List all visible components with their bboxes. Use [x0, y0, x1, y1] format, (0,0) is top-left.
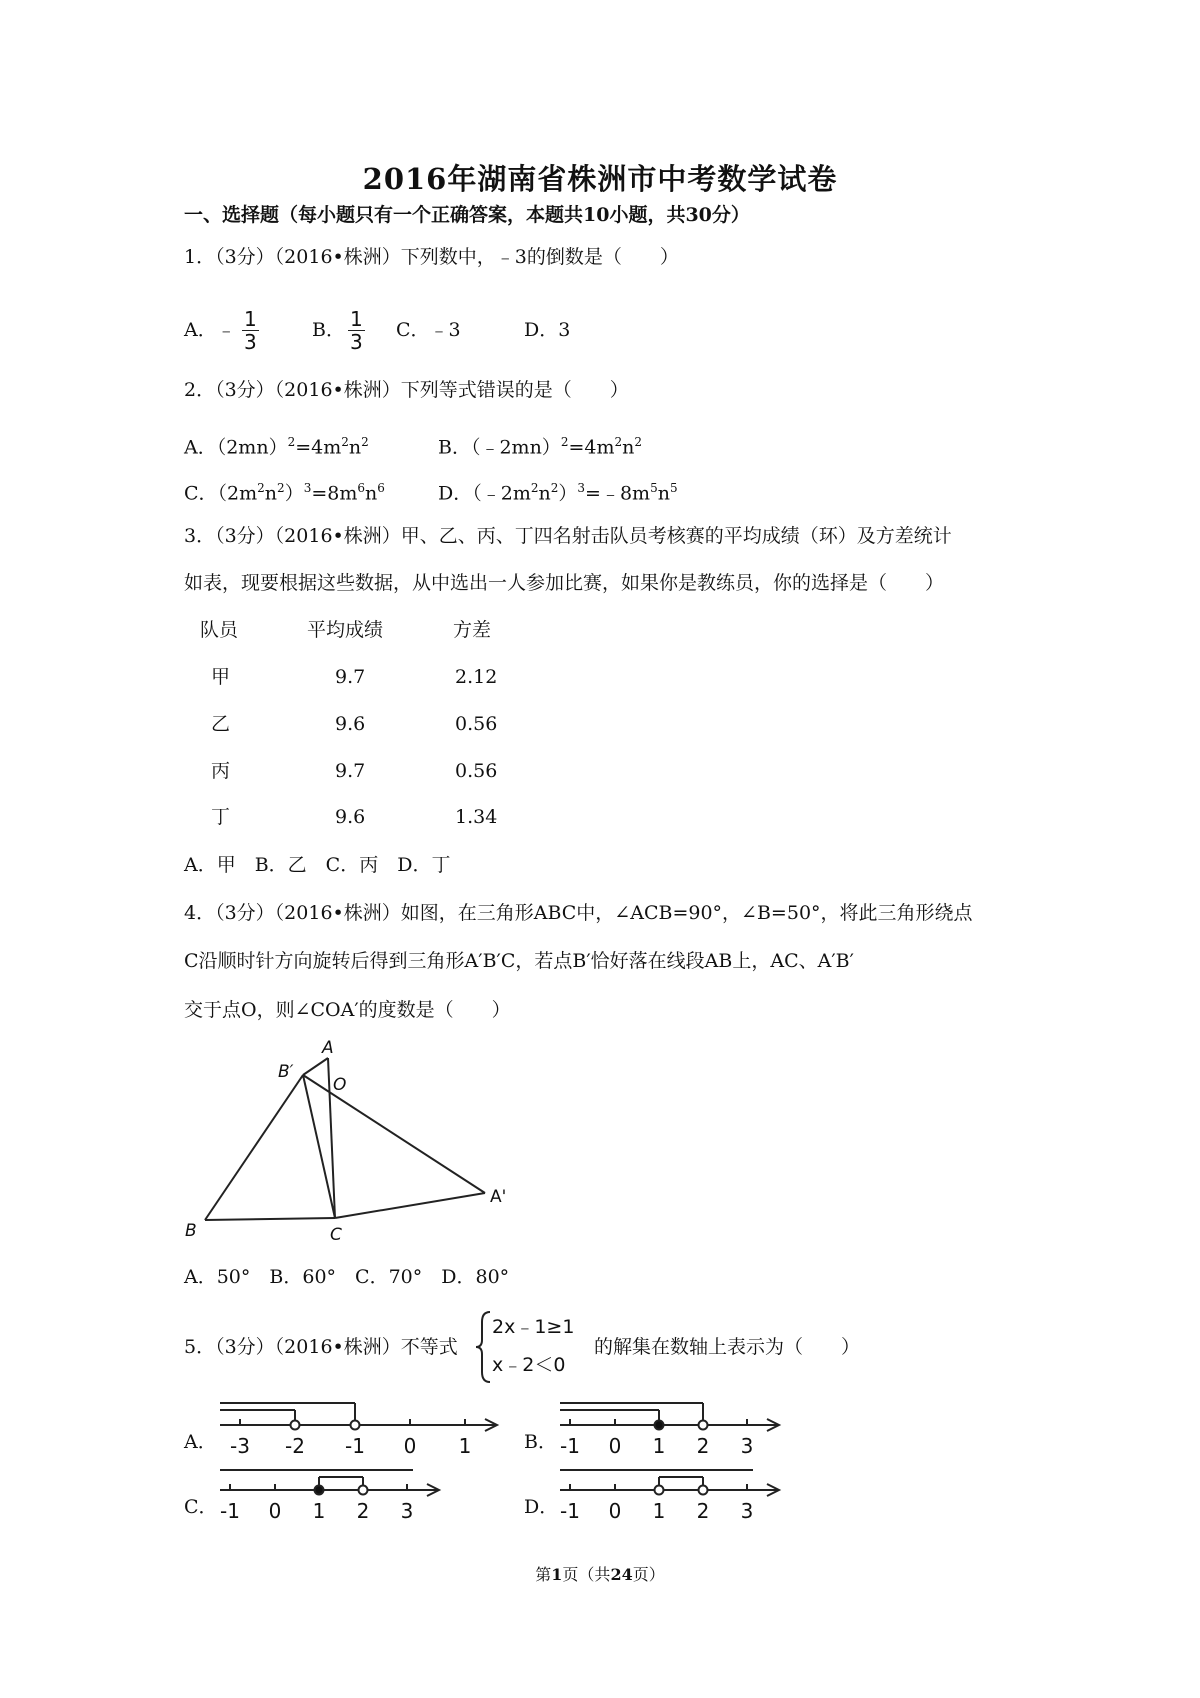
- tick-label: 0: [608, 1434, 622, 1458]
- label-c: C: [330, 1225, 342, 1245]
- tick-label: 3: [740, 1434, 754, 1458]
- tick-label: 1: [312, 1499, 326, 1523]
- fraction-numerator: 1: [350, 307, 363, 331]
- system-line-2: x﹣2＜0: [492, 1354, 566, 1376]
- tick-label: 0: [403, 1434, 417, 1458]
- question-1-stem: 1．（3分）（2016•株洲）下列数中，﹣3的倒数是（ ）: [184, 246, 679, 268]
- table-cell: 2.12: [455, 666, 498, 688]
- tick-label: 2: [696, 1499, 710, 1523]
- table-cell: 丁: [211, 806, 231, 828]
- table-header: 方差: [453, 619, 492, 641]
- tick-label: -3: [230, 1434, 250, 1458]
- label-a-prime: A': [490, 1187, 507, 1207]
- tick-label: -1: [560, 1499, 580, 1523]
- q1-option-b-fraction: [348, 308, 365, 353]
- tick-label: 3: [400, 1499, 414, 1523]
- table-cell: 丙: [211, 760, 231, 782]
- page-number: 1: [551, 1565, 563, 1584]
- footer-text: 页）: [632, 1565, 665, 1584]
- label-o: O: [333, 1075, 347, 1095]
- table-cell: 9.7: [335, 666, 366, 688]
- question-3-options: A．甲 B．乙 C．丙 D．丁: [184, 854, 451, 876]
- system-line-1: 2x﹣1≥1: [492, 1316, 575, 1338]
- page-footer: [0, 1562, 1200, 1585]
- label-b: B: [185, 1221, 197, 1241]
- q1-option-c: C．﹣3: [396, 319, 461, 341]
- table-cell: 9.6: [335, 806, 366, 828]
- footer-text: 页（共: [562, 1565, 611, 1584]
- segment-bprime-aprime: [303, 1075, 485, 1193]
- q2-option-c: C．$(2m^2n^2)^3=8m^6n^6$: [184, 481, 385, 505]
- q2-option-d: D．$(﹣2m^2n^2)^3=﹣8m^5n^5$: [438, 481, 678, 505]
- minus-sign: ﹣: [216, 319, 236, 341]
- tick-label: 2: [696, 1434, 710, 1458]
- segment-b-bprime: [205, 1075, 303, 1220]
- tick-label: 0: [608, 1499, 622, 1523]
- q2-option-a: A．$(2mn)^2=4m^2n^2$: [184, 435, 369, 459]
- closed-dot-icon: [315, 1486, 324, 1495]
- q1-option-a: [184, 316, 236, 344]
- fraction-denominator: 3: [350, 330, 363, 354]
- table-cell: 1.34: [455, 806, 498, 828]
- tick-label: 1: [458, 1434, 472, 1458]
- segment-b-c: [205, 1218, 335, 1220]
- number-line-c: [215, 1460, 450, 1530]
- tick-label: -1: [560, 1434, 580, 1458]
- question-3-stem-line2: 如表，现要根据这些数据，从中选出一人参加比赛，如果你是教练员，你的选择是（ ）: [184, 572, 945, 594]
- open-dot-icon: [351, 1421, 360, 1430]
- tick-label: 0: [268, 1499, 282, 1523]
- option-label: A．: [184, 319, 217, 341]
- q1-option-b-label: B．: [312, 319, 345, 341]
- segment-c-aprime: [335, 1193, 485, 1218]
- question-5-stem-pre: 5．（3分）（2016•株洲）不等式: [184, 1336, 458, 1358]
- page-total: 24: [610, 1565, 633, 1584]
- question-4-stem-line1: 4．（3分）（2016•株洲）如图，在三角形ABC中，∠ACB=90°，∠B=50°，将此三角形绕点: [184, 902, 973, 924]
- question-4-options: A．50° B．60° C．70° D．80°: [184, 1266, 510, 1288]
- open-dot-icon: [699, 1421, 708, 1430]
- open-dot-icon: [291, 1421, 300, 1430]
- question-4-stem-line3: 交于点O，则∠COA′的度数是（ ）: [184, 999, 511, 1021]
- q2-option-b: B．$(﹣2mn)^2=4m^2n^2$: [438, 435, 643, 459]
- page-title: 2016年湖南省株洲市中考数学试卷: [362, 162, 838, 196]
- tick-label: -1: [220, 1499, 240, 1523]
- segment-bprime-a: [303, 1058, 328, 1075]
- table-cell: 乙: [211, 713, 231, 735]
- fraction-denominator: 3: [244, 330, 257, 354]
- q5-option-a-label: A．: [184, 1431, 217, 1453]
- number-line-d: [555, 1460, 790, 1530]
- fraction-numerator: 1: [244, 307, 257, 331]
- number-line-b: [555, 1395, 790, 1465]
- q1-option-d: D．3: [524, 319, 571, 341]
- footer-text: 第: [535, 1565, 552, 1584]
- q1-option-a-fraction: [242, 308, 259, 353]
- table-cell: 甲: [211, 666, 231, 688]
- question-5-stem-post: 的解集在数轴上表示为（ ）: [594, 1336, 861, 1358]
- label-b-prime: B′: [278, 1062, 294, 1082]
- question-2-stem: 2．（3分）（2016•株洲）下列等式错误的是（ ）: [184, 379, 629, 401]
- left-brace-icon: [474, 1310, 494, 1384]
- number-line-a: [215, 1395, 505, 1465]
- q5-option-c-label: C．: [184, 1496, 218, 1518]
- table-cell: 0.56: [455, 760, 498, 782]
- tick-label: -2: [285, 1434, 305, 1458]
- open-dot-icon: [359, 1486, 368, 1495]
- q5-option-b-label: B．: [524, 1431, 557, 1453]
- table-header: 队员: [200, 619, 239, 641]
- table-cell: 0.56: [455, 713, 498, 735]
- tick-label: 1: [652, 1499, 666, 1523]
- tick-label: 2: [356, 1499, 370, 1523]
- section-heading: 一、选择题（每小题只有一个正确答案，本题共10小题，共30分）: [184, 204, 750, 226]
- table-cell: 9.7: [335, 760, 366, 782]
- tick-label: -1: [345, 1434, 365, 1458]
- question-3-stem-line1: 3．（3分）（2016•株洲）甲、乙、丙、丁四名射击队员考核赛的平均成绩（环）及方差统计: [184, 525, 952, 547]
- tick-label: 1: [652, 1434, 666, 1458]
- closed-dot-icon: [655, 1421, 664, 1430]
- table-cell: 9.6: [335, 713, 366, 735]
- tick-label: 3: [740, 1499, 754, 1523]
- open-dot-icon: [699, 1486, 708, 1495]
- question-4-stem-line2: C沿顺时针方向旋转后得到三角形A′B′C，若点B′恰好落在线段AB上，AC、A′B′: [184, 950, 854, 972]
- q5-option-d-label: D．: [524, 1496, 559, 1518]
- label-a: A: [322, 1040, 334, 1058]
- open-dot-icon: [655, 1486, 664, 1495]
- table-header: 平均成绩: [307, 619, 384, 641]
- triangle-figure: [180, 1040, 520, 1250]
